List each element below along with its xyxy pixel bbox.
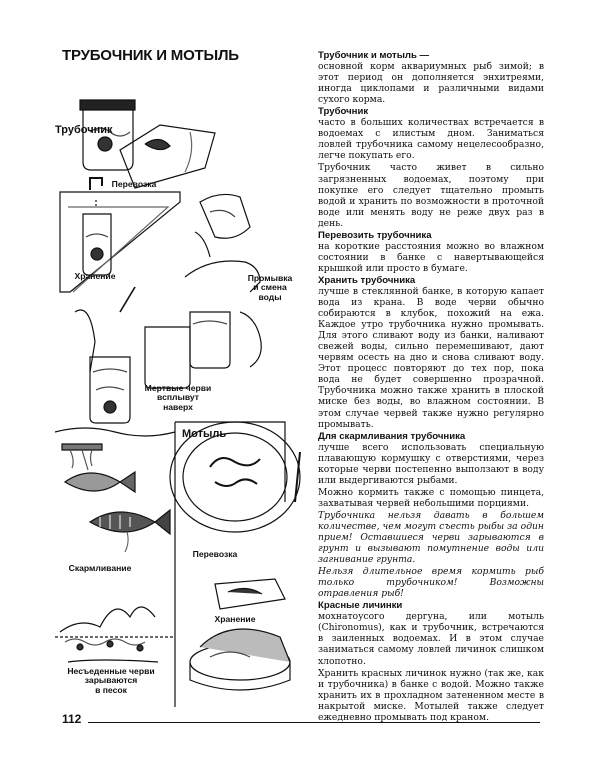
storage-bowl-illustration — [190, 629, 290, 690]
section-transport-heading: Перевозить трубочника — [318, 229, 432, 241]
section-trubochnik-p1: часто в больших количествах встречается в водоемах с илистым дном. Заниматься ловлей трубочника самому нецелесообразно, легче покупать его. — [318, 117, 544, 162]
caption-nesedennye-chervi: Несъеденные черви зарываются в песок — [67, 666, 155, 695]
caption-perevozka: Перевозка — [111, 179, 157, 189]
trubochnik-jar-illustration — [80, 100, 215, 188]
text-column — [318, 50, 544, 724]
page-number: 112 — [62, 712, 82, 726]
page-title: ТРУБОЧНИК И МОТЫЛЬ — [62, 47, 239, 64]
caption-motyl: Мотыль — [182, 428, 227, 440]
section-trubochnik-heading: Трубочник — [318, 106, 369, 118]
caption-hranenie-motyl: Хранение — [214, 614, 256, 624]
section-storage-paragraph: лучше в стеклянной банке, в которую капает вода из крана. В воде черви обычно собираются в клубок, похожий на ежа. Каждое утро трубочника нужно промывать. Для этого сливают воду из банки, наливают свежей воды, сильно перемешивают, дают червям осесть на дно и снова сливают воду. Этот процесс повторяют до тех пор, пока вода не будет совершенно прозрачной. Трубочника можно также хранить в плоской миске без воды, во влажном состоянии. В этом случае червей также нужно регулярно промывать. — [318, 285, 544, 430]
caption-trubochnik: Трубочник — [55, 124, 113, 136]
section-feeding-warning-1: Трубочника нельзя давать в большем количестве, чем могут съесть рыбы за один прием! Оставшиеся черви зарываются в грунт и вызывают помутнение воды или загнивание грунта. — [318, 509, 544, 566]
caption-mertvye-chervi: Мертвые черви всплывут наверх — [144, 383, 212, 412]
section-red-larvae-p2: Хранить красных личинок нужно (так же, как и трубочника) в банке с водой. Можно также хранить их в прохладном затененном месте в накрытой миске. Мотылей также следует ежедневно промывать под краном. — [318, 667, 544, 723]
section-feeding-heading: Для скармливания трубочника — [318, 430, 466, 442]
caption-perevozka-motyl: Перевозка — [192, 549, 238, 559]
footer-rule — [88, 722, 540, 723]
section-transport-paragraph: на короткие расстояния можно во влажном состоянии в банке с навертывающейся крышкой или просто в бумаге. — [318, 240, 544, 274]
intro-paragraph: основной корм аквариумных рыб зимой; в этот период он дополняется энхитреями, иногда циклопами и различными видами сухого корма. — [318, 61, 544, 106]
section-feeding-p1: лучше всего использовать специальную плавающую кормушку с отверстиями, через которые черви постепенно выползают в воду или выдергиваются рыбами. — [318, 441, 544, 486]
section-feeding-warning-2: Нельзя длительное время кормить рыб только трубочником! Возможны отравления рыб! — [318, 566, 544, 600]
intro-heading: Трубочник и мотыль — — [318, 50, 430, 61]
section-storage-heading: Хранить трубочника — [318, 274, 416, 286]
feeding-illustration — [55, 428, 175, 552]
section-red-larvae-p1: мохнатоусого дергуна, или мотыль (Chironomus), как и трубочник, встречаются в заиленных водоемах. И в этом случае заниматься самому ловлей личинок слишком хлопотно. — [318, 611, 544, 667]
illustration-panel — [50, 72, 302, 712]
sand-worms-illustration — [55, 607, 175, 662]
section-red-larvae-heading: Красные личинки — [318, 600, 403, 612]
caption-hranenie: Хранение — [74, 271, 116, 281]
caption-skarmlivanie: Скармливание — [68, 563, 132, 573]
section-trubochnik-p2: Трубочник часто живет в сильно загрязненных водоемах, поэтому при покупке его следует тщательно промыть водой и хранить по возможности в проточной воде или менять воду не реже двух раз в день. — [318, 162, 544, 229]
transport-paper-illustration — [215, 579, 285, 609]
caption-promyvka: Промывка и смена воды — [247, 273, 293, 302]
page-footer — [62, 712, 542, 726]
section-feeding-p2: Можно кормить также с помощью пинцета, захватывая червей небольшими порциями. — [318, 486, 544, 509]
